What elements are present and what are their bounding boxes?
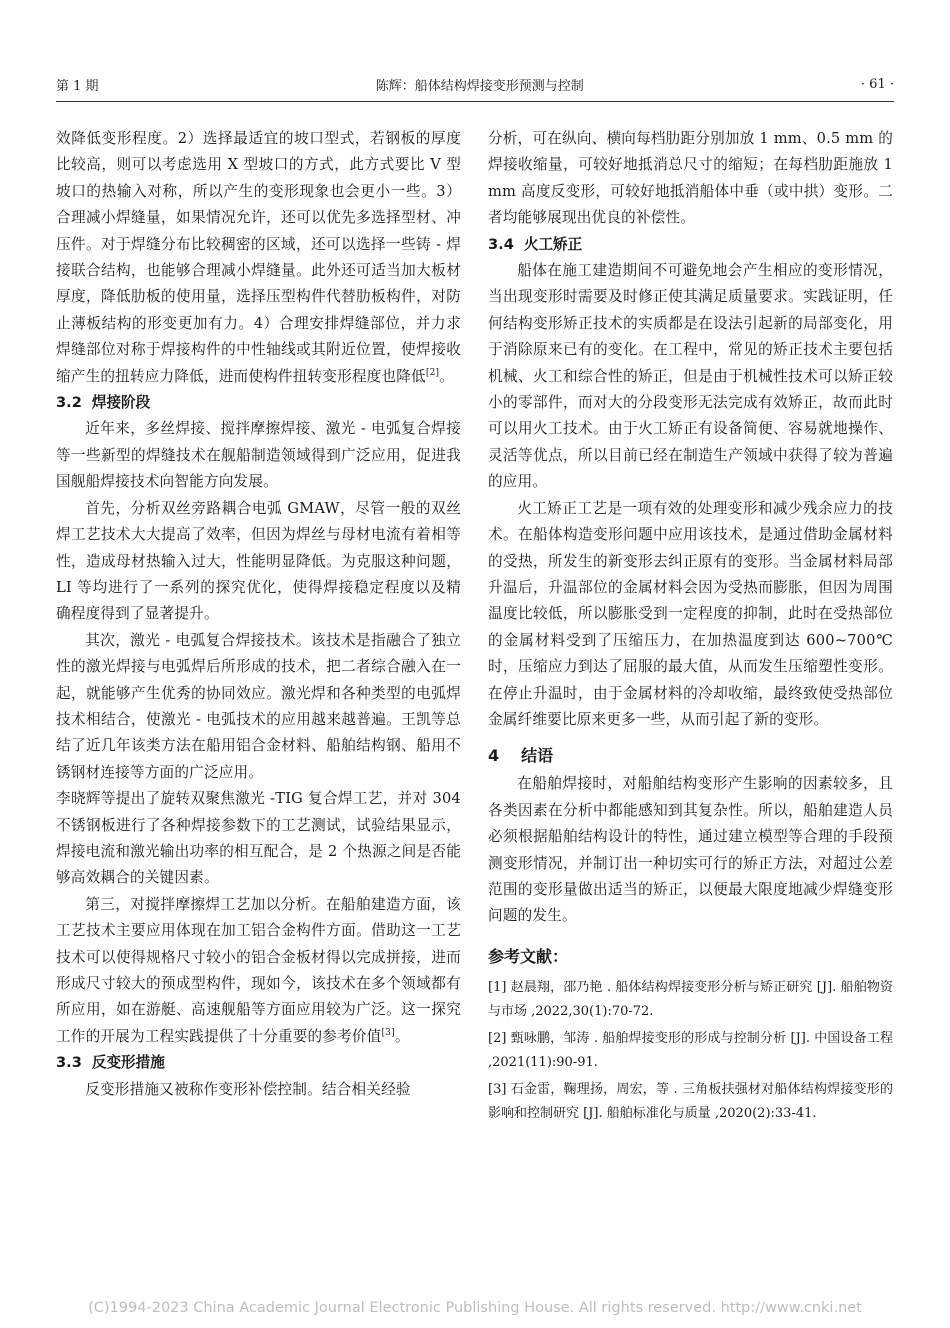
paragraph: 船体在施工建造期间不可避免地会产生相应的变形情况，当出现变形时需要及时修正使其满足质量要求。实践证明，任何结构变形矫正技术的实质都是在设法引起新的局部变化，用于消除原来已有的变化。在工程中，常见的矫正技术主要包括机械、火工和综合性的矫正，但是由于机械性技术可以矫正较小的零部件，而对大的分段变形无法完成有效矫正，故而此时可以用火工技术。由于火工矫正有设备简便、容易就地操作、灵活等优点，所以目前已经在制造生产领域中获得了较为普遍的应用。	[488, 262, 893, 491]
copyright-footer: (C)1994-2023 China Academic Journal Electronic Publishing House. All rights reserved. http://www.cnki.net	[88, 1300, 862, 1316]
section-heading-3-3: 3.3 反变形措施	[56, 1054, 165, 1072]
paragraph: 火工矫正工艺是一项有效的处理变形和减少残余应力的技术。在船体构造变形问题中应用该技术，是通过借助金属材料的受热，所发生的新变形去纠正原有的变形。当金属材料局部升温后，升温部位的金属材料会因为受热而膨胀，但因为周围温度比较低，所以膨胀受到一定程度的抑制，此时在受热部位的金属材料受到了压缩压力，在加热温度到达 600~700℃时，压缩应力到达了屈服的最大值，从而发生压缩塑性变形。在停止升温时，由于金属材料的冷却收缩，最终致使受热部位金属纤维要比原来更多一些，从而引起了新的变形。	[488, 499, 893, 728]
reference-item: [1] 赵晨翔，邵乃艳 . 船体结构焊接变形分析与矫正研究 [J]. 船舶物资与市场 ,2022,30(1):70-72.	[488, 979, 893, 1019]
right-column	[488, 126, 893, 1129]
paragraph: 分析，可在纵向、横向每档肋距分别加放 1 mm、0.5 mm 的焊接收缩量，可较好地抵消总尺寸的缩短；在每档肋距施放 1 mm 高度反变形，可较好地抵消船体中垂（或中拱）变形。二者均能够展现出优良的补偿性。	[488, 130, 893, 227]
paragraph: 首先，分析双丝旁路耦合电弧 GMAW，尽管一般的双丝焊工艺技术大大提高了效率，但因为焊丝与母材电流有着相等性，造成母材热输入过大，性能明显降低。为克服这种问题，LI 等均进行了一系列的探究优化，使得焊接稳定程度以及精确程度得到了显著提升。	[56, 499, 461, 623]
references-heading: 参考文献：	[488, 946, 569, 966]
running-title: 陈辉：船体结构焊接变形预测与控制	[375, 78, 584, 94]
left-column	[56, 126, 461, 1103]
paragraph: 近年来，多丝焊接、搅拌摩擦焊接、激光 - 电弧复合焊接等一些新型的焊缝技术在舰船制造领域得到广泛应用，促进我国舰船焊接技术向智能方向发展。	[56, 420, 461, 491]
paragraph: 第三，对搅拌摩擦焊工艺加以分析。在船舶建造方面，该工艺技术主要应用体现在加工铝合金构件方面。借助这一工艺技术可以使得规格尺寸较小的铝合金板材得以完成拼接，进而形成尺寸较大的预成型构件，现如今，该技术在多个领域都有所应用，如在游艇、高速舰船等方面应用较为广泛。这一探究工作的开展为工程实践提供了十分重要的参考价值[3]。	[56, 895, 461, 1045]
paragraph: 其次，激光 - 电弧复合焊接技术。该技术是指融合了独立性的激光焊接与电弧焊后所形成的技术，把二者综合融入在一起，就能够产生优秀的协同效应。激光焊和各种类型的电弧焊技术相结合，使激光 - 电弧技术的应用越来越普遍。王凯等总结了近几年该类方法在船用铝合金材料、船舶结构钢、船用不锈钢材连接等方面的广泛应用。	[56, 631, 461, 781]
section-heading-3-2: 3.2 焊接阶段	[56, 394, 151, 412]
section-heading-3-4: 3.4 火工矫正	[488, 235, 583, 253]
page-number: · 61 ·	[860, 76, 894, 92]
header-rule	[56, 101, 894, 102]
section-heading-4: 4 结语	[488, 746, 554, 766]
issue-label: 第 1 期	[56, 78, 99, 94]
paragraph: 效降低变形程度。2）选择最适宜的坡口型式，若钢板的厚度比较高，则可以考虑选用 X 型坡口的方式，此方式要比 V 型坡口的热输入对称，所以产生的变形现象也会更小一些。3）合理减小焊缝量，如果情况允许，还可以优先多选择型材、冲压件。对于焊缝分布比较稠密的区域，还可以选择一些铸 - 焊接联合结构，也能够合理减小焊缝量。此外还可适当加大板材厚度，降低肋板的使用量，选择压型构件代替肋板构件，对防止薄板结构的形变更加有力。4）合理安排焊缝部位，并力求焊缝部位对称于焊接构件的中性轴线或其附近位置，使焊接收缩产生的扭转应力降低，进而使构件扭转变形程度也降低[2]。	[56, 130, 461, 385]
citation[interactable]: [3]	[381, 1027, 395, 1038]
reference-item: [2] 甄咏鹏，邹涛 . 船舶焊接变形的形成与控制分析 [J]. 中国设备工程 ,2021(11):90-91.	[488, 1030, 893, 1070]
citation[interactable]: [2]	[425, 367, 440, 378]
running-header	[56, 72, 894, 96]
paragraph: 李晓辉等提出了旋转双聚焦激光 -TIG 复合焊工艺，并对 304 不锈钢板进行了各种焊接参数下的工艺测试，试验结果显示，焊接电流和激光输出功率的相互配合，是 2 个热源之间是否能够高效耦合的关键因素。	[56, 790, 461, 887]
paragraph: 在船舶焊接时，对船舶结构变形产生影响的因素较多，且各类因素在分析中都能感知到其复杂性。所以，船舶建造人员必须根据船舶结构设计的特性，通过建立模型等合理的手段预测变形情况，并制订出一种切实可行的矫正方法，对超过公差范围的变形量做出适当的矫正，以便最大限度地减少焊缝变形问题的发生。	[488, 775, 893, 925]
reference-item: [3] 石金雷，鞠理扬，周宏，等 . 三角板扶强材对船体结构焊接变形的影响和控制研究 [J]. 船舶标准化与质量 ,2020(2):33-41.	[488, 1081, 893, 1121]
paragraph: 反变形措施又被称作变形补偿控制。结合相关经验	[85, 1080, 411, 1098]
